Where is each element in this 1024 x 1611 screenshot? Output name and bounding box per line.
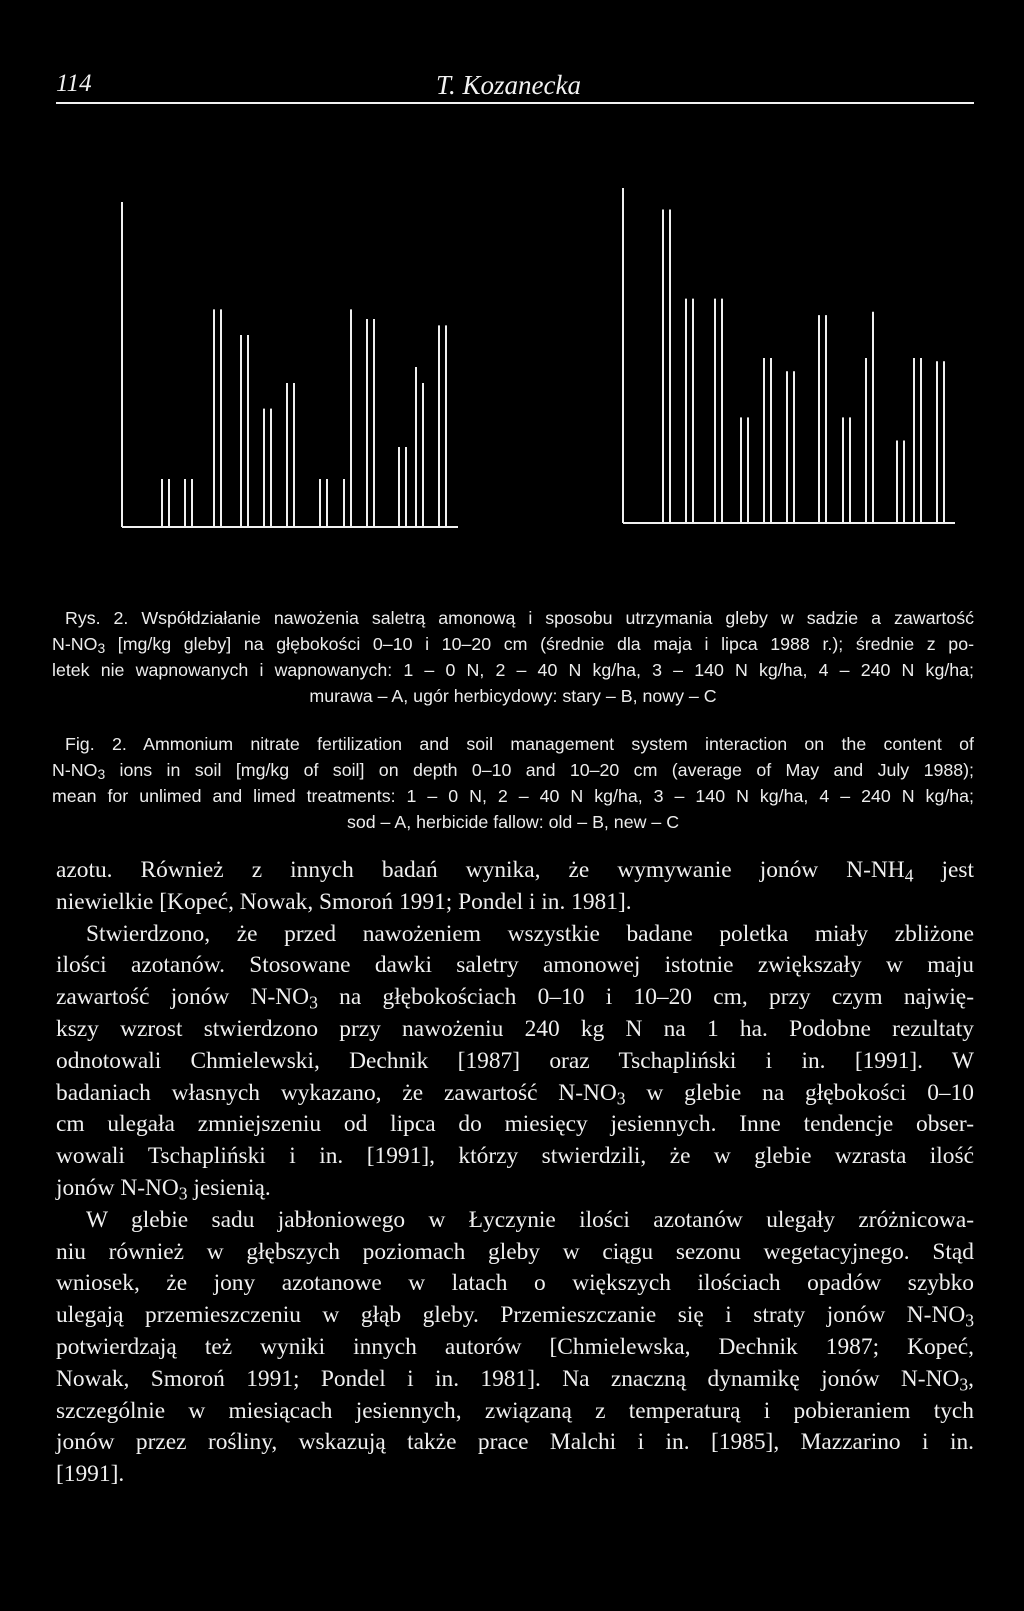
chart-left [122,202,458,527]
caption-text: ions in soil [mg/kg of soil] on depth 0–10 and 10–20 cm (average of May and July 1988); [105,760,974,780]
text-line: niewielkie [Kopeć, Nowak, Smoroń 1991; Pondel i in. 1981]. [56,888,632,915]
subscript: 3 [965,1310,974,1331]
caption-en-line [52,757,974,783]
text-line: cm ulegała zmniejszeniu od lipca do miesięcy jesiennych. Inne tendencje obser- [56,1111,974,1138]
figure-charts [0,0,1024,600]
caption-text: N-NO [52,634,98,654]
text-line: kszy wzrost stwierdzono przy nawożeniu 240 kg N na 1 ha. Podobne rezultaty [56,1015,974,1042]
text-run: Nowak, Smoroń 1991; Pondel i in. 1981]. Na znaczną dynamikę jonów N-NO [56,1365,960,1392]
text-line: ilości azotanów. Stosowane dawki saletry amonowej istotnie zwiększały w maju [56,952,974,979]
text-line: szczególnie w miesiącach jesiennych, związaną z temperaturą i pobieraniem tych [56,1397,974,1424]
text-run: ulegają przemieszczeniu w głąb gleby. Przemieszczanie się i straty jonów N-NO [56,1302,966,1329]
subscript: 3 [959,1374,969,1395]
text-line [56,1078,974,1110]
text-line [56,1173,974,1205]
text-line: W glebie sadu jabłoniowego w Łyczynie ilości azotanów ulegały zróżnicowa- [86,1206,974,1233]
text-run: badaniach własnych wykazano, że zawartość N-NO [56,1079,617,1106]
caption-en-line: mean for unlimed and limed treatments: 1 – 0 N, 2 – 40 N kg/ha, 3 – 140 N kg/ha, 4 – 240 N kg/ha; [52,786,974,806]
caption-pl-line [52,631,974,657]
page-number: 114 [56,70,92,97]
text-line: jonów przez rośliny, wskazują także prace Malchi i in. [1985], Mazzarino i in. [56,1429,974,1456]
text-run: jesienią. [187,1174,271,1201]
running-head-author: T. Kozanecka [436,70,581,100]
subscript: 3 [97,765,106,782]
text-run: jonów N-NO [56,1174,179,1201]
subscript: 3 [309,992,318,1013]
text-run: w glebie na głębokości 0–10 [625,1079,975,1106]
figure-caption-polish [52,605,974,709]
caption-en-line: sod – A, herbicide fallow: old – B, new – C [346,812,680,832]
body-text [56,855,974,1491]
text-line [56,1300,974,1332]
figure-caption-english [52,731,974,835]
caption-en-line: Fig. 2. Ammonium nitrate fertilization and soil management system interaction on the content of [65,734,974,754]
text-line [56,855,974,887]
subscript: 3 [178,1183,188,1204]
text-run: jest [913,857,974,883]
text-line: Stwierdzono, że przed nawożeniem wszystkie badane poletka miały zbliżone [86,920,974,947]
chart-right [623,188,955,523]
text-line: potwierdzają też wyniki innych autorów [Chmielewska, Dechnik 1987; Kopeć, [56,1333,974,1360]
text-run: zawartość jonów N-NO [56,984,310,1011]
text-line: niu również w głębszych poziomach gleby w ciągu sezonu wegetacyjnego. Stąd [56,1238,974,1265]
subscript: 3 [97,639,106,656]
text-run: , [968,1365,974,1392]
text-line: wniosek, że jony azotanowe w latach o większych ilościach opadów szybko [56,1270,974,1297]
caption-text: [mg/kg gleby] na głębokości 0–10 i 10–20 cm (średnie dla maja i lipca 1988 r.); średnie z po- [105,634,974,654]
text-line: [1991]. [56,1461,125,1488]
text-line [56,982,974,1014]
text-line: wowali Tschapliński i in. [1991], którzy stwierdzili, że w glebie wzrasta ilość [56,1143,974,1170]
caption-pl-line: Rys. 2. Współdziałanie nawożenia saletrą amonową i sposobu utrzymania gleby w sadzie a zawartość [65,608,974,628]
text-line: odnotowali Chmielewski, Dechnik [1987] oraz Tschapliński i in. [1991]. W [56,1047,974,1074]
caption-pl-line: murawa – A, ugór herbicydowy: stary – B, nowy – C [309,686,717,706]
text-line [56,1364,974,1396]
text-run: na głębokościach 0–10 i 10–20 cm, przy czym najwię- [317,984,974,1011]
caption-text: N-NO [52,760,98,780]
subscript: 3 [616,1087,626,1108]
subscript: 4 [904,865,914,886]
text-run: azotu. Również z innych badań wynika, że wymywanie jonów N-NH [56,857,905,883]
caption-pl-line: letek nie wapnowanych i wapnowanych: 1 – 0 N, 2 – 40 N kg/ha, 3 – 140 N kg/ha, 4 – 240 N kg/ha; [52,660,974,680]
